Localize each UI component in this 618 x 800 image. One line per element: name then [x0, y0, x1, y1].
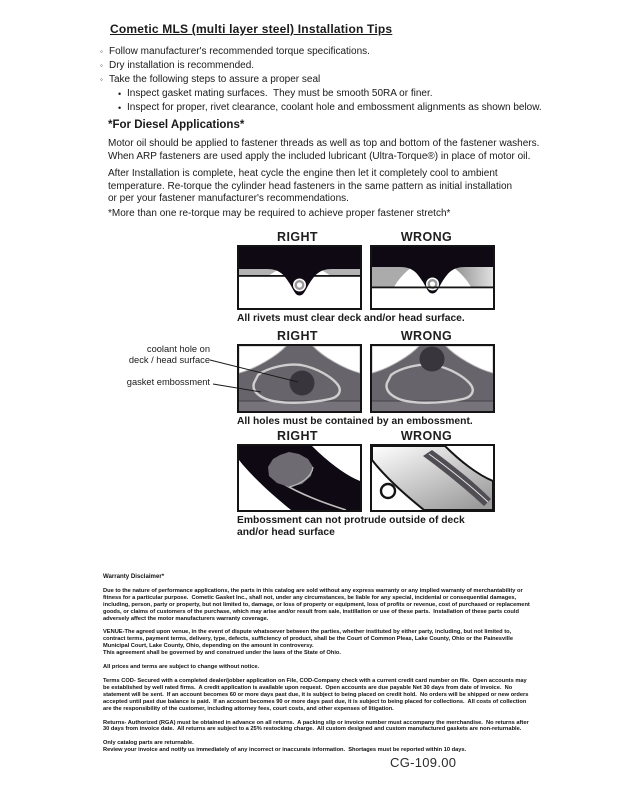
legal-paragraph: VENUE-The agreed upon venue, in the event of dispute whatsoever between the parties, whether instituted by either party, including, but not limited to, contract terms, payment terms, delivery, type, defects, sufficiency of product, shall be the Court of Common Pleas, Lake County, Ohio or the Painesville Municipal Court, Lake County, Ohio, depending on the amount in controversy.: [103, 629, 515, 650]
circle-bullet-icon: ◦: [100, 47, 103, 56]
list-item-text: Dry installation is recommended.: [109, 60, 255, 71]
legal-heading: Warranty Disclaimer*: [103, 573, 165, 580]
rivet-wrong-diagram: [372, 247, 493, 308]
figure-diagrams: [237, 444, 487, 512]
wrong-label: WRONG: [400, 230, 453, 244]
right-label: RIGHT: [277, 329, 318, 343]
legal-paragraph: Due to the nature of performance applications, the parts in this catalog are sold without any express warranty or any implied warranty of merchantability or fitness for a particular purpose. Cometic Gasket Inc., shall not, under any circumstances, be liable for any special, incidental or consequential damages, including, person, party or property, but not limited to, damage, or loss of property or equipment, loss of profits or revenue, cost of purchased or replacement goods, or claims of customers of the purchase, which may arise and/or result from sale, instillation or use of these parts. Installation of these parts could adversely affect the motor manufacturers warranty coverage.: [103, 587, 532, 622]
figure-labels: [237, 429, 487, 443]
legal-paragraph: Terms COD- Secured with a completed dealer/jobber application on File, COD-Company check with a current credit card number on file. Open accounts may be established by well rated firms. A credit application is available upon request. Open accounts are due payable Net 30 days from date of invoice. No statement will be sent. If an account becomes 60 or more days past due, it is subject to being placed on credit hold. No orders will be shipped or new orders accepted until past due balance is paid. If an account becomes 90 or more days past due, it is subject to being placed for collections. All costs of collection are the responsibility of the customer, including attorney fees, court costs, and other expenses of litigation.: [103, 677, 530, 712]
diesel-section-heading: *For Diesel Applications*: [108, 119, 245, 131]
diagram-rivet-right: [237, 245, 362, 310]
diagram-protrusion-wrong: [370, 444, 495, 512]
dot-bullet-icon: •: [118, 89, 122, 99]
retorque-note: *More than one re-torque may be required to achieve proper fastener stretch*: [108, 208, 451, 219]
callout-line: deck / head surface: [128, 354, 210, 365]
circle-bullet-icon: ◦: [100, 61, 103, 70]
paragraph-line: When ARP fasteners are used apply the included lubricant (Ultra-Torque®) in place of motor oil.: [108, 150, 531, 162]
wrong-label: WRONG: [400, 329, 453, 343]
right-label: RIGHT: [277, 429, 318, 443]
legal-paragraph: This agreement shall be governed by and construed under the laws of the State of Ohio.: [103, 650, 341, 657]
figure-embossment-protrusion: [237, 429, 487, 538]
legal-paragraph: Review your invoice and notify us immediately of any incorrect or inaccurate information. Shortages must be reported within 10 days.: [103, 747, 467, 754]
paragraph-line: temperature. Re-torque the cylinder head fasteners in the same pattern as initial installation: [108, 180, 513, 192]
callout-line: coolant hole on: [146, 344, 210, 354]
figure-caption: All holes must be contained by an embossment.: [237, 416, 473, 427]
diesel-paragraph-1: [108, 138, 568, 163]
wrong-label: WRONG: [400, 429, 453, 443]
figure-labels: [237, 329, 487, 343]
rivet-right-diagram: [239, 247, 360, 308]
page-title: Cometic MLS (multi layer steel) Installation Tips: [110, 22, 393, 36]
figure-caption: Embossment can not protrude outside of deck and/or head surface: [237, 515, 468, 538]
protrusion-wrong-diagram: [372, 446, 493, 510]
figure-diagrams: [237, 245, 487, 310]
list-sub-item: [118, 87, 570, 101]
legal-paragraph: Returns- Authorized (RGA) must be obtained in advance on all returns. A packing slip or invoice number must accompany the merchandise. No returns after 30 days from invoice date. All returns are subject to a 25% restocking charge. All custom designed and custom manufactured gaskets are non-returnable.: [103, 719, 531, 733]
dot-bullet-icon: •: [118, 103, 122, 113]
list-item-text: Inspect gasket mating surfaces. They must be smooth 50RA or finer.: [127, 88, 433, 99]
list-item: [100, 73, 570, 87]
paragraph-line: After Installation is complete, heat cycle the engine then let it completely cool to ambient: [108, 168, 498, 179]
legal-paragraph: Only catalog parts are returnable.: [103, 740, 194, 747]
callout-coolant-hole: [118, 344, 210, 366]
paragraph-line: or per your fastener manufacturer's recommendations.: [108, 193, 349, 205]
diagram-rivet-wrong: [370, 245, 495, 310]
page-number: CG-109.00: [390, 755, 457, 770]
right-label: RIGHT: [277, 230, 318, 244]
protrusion-right-diagram: [239, 446, 360, 510]
warranty-disclaimer-block: [103, 574, 533, 754]
paragraph-line: Motor oil should be applied to fastener threads as well as top and bottom of the fastener washers.: [108, 138, 540, 149]
figure-labels: [237, 230, 487, 244]
list-sub-item: [118, 101, 570, 115]
diagram-protrusion-right: [237, 444, 362, 512]
circle-bullet-icon: ◦: [100, 75, 103, 84]
figure-rivet-clearance: [237, 230, 487, 325]
callout-gasket-embossment: gasket embossment: [126, 377, 210, 387]
figure-caption: All rivets must clear deck and/or head surface.: [237, 313, 465, 324]
diagram-hole-wrong: [370, 344, 495, 413]
list-item-text: Follow manufacturer's recommended torque specifications.: [109, 46, 370, 57]
list-item: [100, 59, 570, 73]
legal-paragraph: All prices and terms are subject to change without notice.: [103, 664, 260, 671]
list-item: [100, 45, 570, 59]
callout-leader-lines: [205, 350, 305, 398]
hole-wrong-diagram: [372, 346, 493, 411]
list-item-text: Take the following steps to assure a proper seal: [109, 74, 321, 85]
diesel-paragraph-2: [108, 168, 568, 206]
installation-tips-list: [100, 45, 570, 115]
list-item-text: Inspect for proper, rivet clearance, coolant hole and embossment alignments as shown below.: [127, 102, 542, 113]
